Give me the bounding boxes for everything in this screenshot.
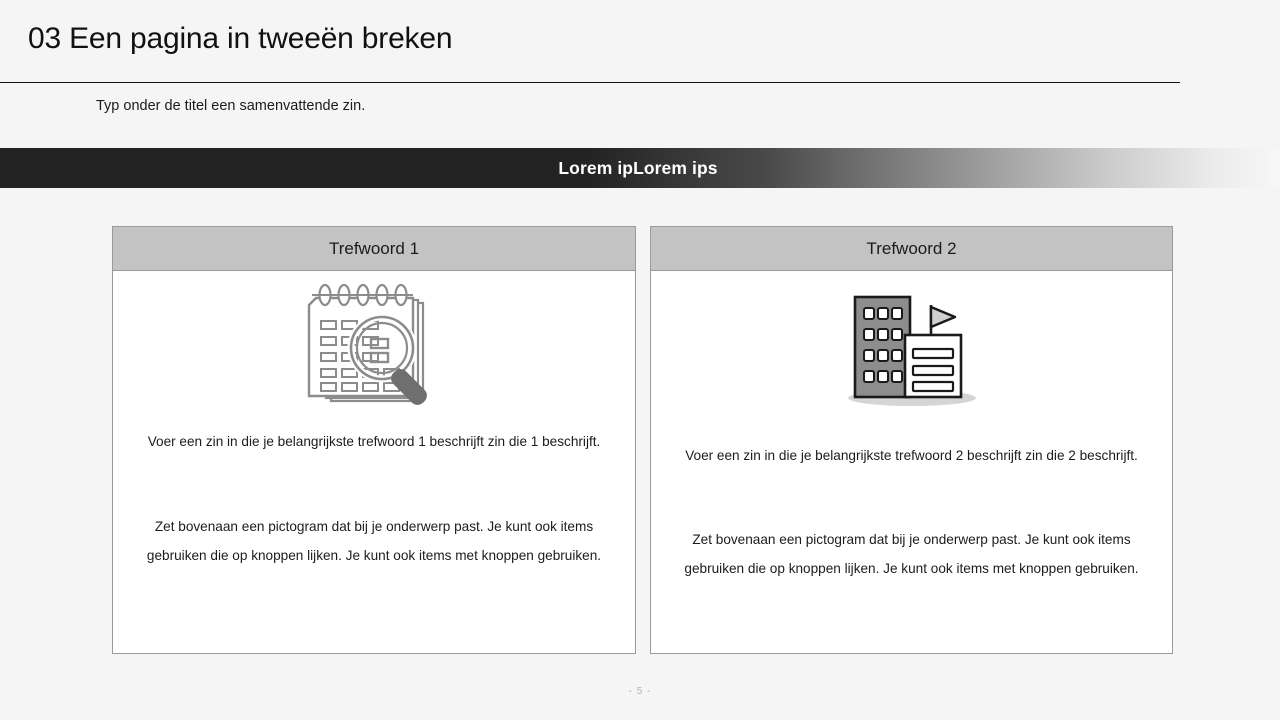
footer-page-number: - 5 - [628, 686, 652, 697]
card-2-paragraph-1: Voer een zin in die je belangrijkste trefwoord 2 beschrijft zin die 2 beschrijft. [685, 448, 1138, 463]
building-document-flag-icon [827, 283, 997, 411]
card-1-paragraph-1: Voer een zin in die je belangrijkste trefwoord 1 beschrijft zin die 1 beschrijft. [147, 434, 601, 449]
card-1-header [113, 227, 635, 271]
card-1-paragraph-2: Zet bovenaan een pictogram dat bij je onderwerp past. Je kunt ook items gebruiken die op knoppen lijken. Je kunt ook items met knoppen gebruiken. [146, 519, 602, 563]
card-2-body [651, 271, 1172, 653]
title-divider [0, 82, 1180, 83]
content-card-2 [650, 226, 1173, 654]
card-2-header [651, 227, 1172, 271]
content-card-1 [112, 226, 636, 654]
card-1-title: Trefwoord 1 [328, 238, 420, 258]
page-title: 03 Een pagina in tweeën breken [28, 22, 453, 55]
card-2-paragraph-2: Zet bovenaan een pictogram dat bij je onderwerp past. Je kunt ook items gebruiken die op knoppen lijken. Je kunt ook items met knoppen gebruiken. [684, 532, 1139, 576]
card-1-body [113, 271, 635, 653]
slide-subtitle: Typ onder de titel een samenvattende zin. [96, 98, 366, 114]
section-banner-label: Lorem ipLorem ips [558, 157, 718, 178]
section-banner [0, 148, 1280, 188]
notepad-magnifier-icon [289, 283, 459, 411]
card-2-title: Trefwoord 2 [866, 238, 957, 258]
